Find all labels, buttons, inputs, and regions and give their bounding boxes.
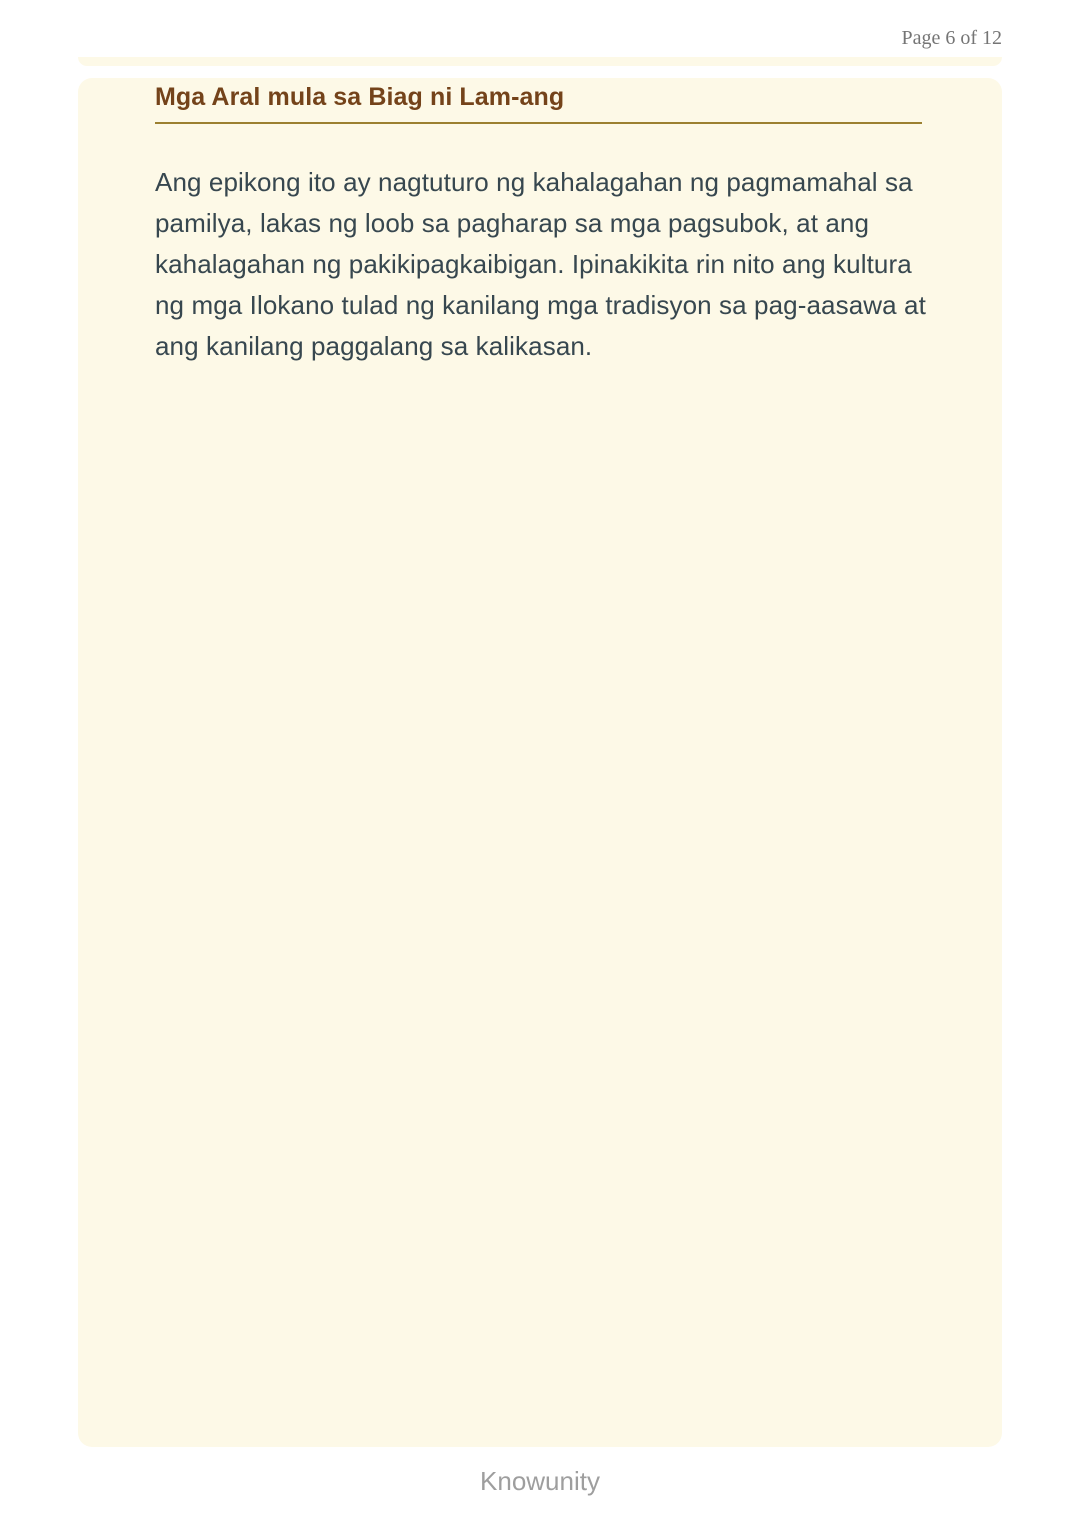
footer-brand: Knowunity <box>480 1466 600 1496</box>
page-number: Page 6 of 12 <box>901 27 1002 49</box>
previous-card-bottom-edge <box>78 57 1002 66</box>
section-heading: Mga Aral mula sa Biag ni Lam-ang <box>155 83 565 111</box>
heading-divider <box>155 122 922 124</box>
body-paragraph: Ang epikong ito ay nagtuturo ng kahalagahan ng pagmamahal sa pamilya, lakas ng loob sa pagharap sa mga pagsubok, at ang kahalagahan ng pakikipagkaibigan. Ipinakikita rin nito ang kultura ng mga Ilokano tulad ng kanilang mga tradisyon sa pag-aasawa at ang kanilang paggalang sa kalikasan. <box>155 167 926 361</box>
content-card <box>78 78 1002 1447</box>
